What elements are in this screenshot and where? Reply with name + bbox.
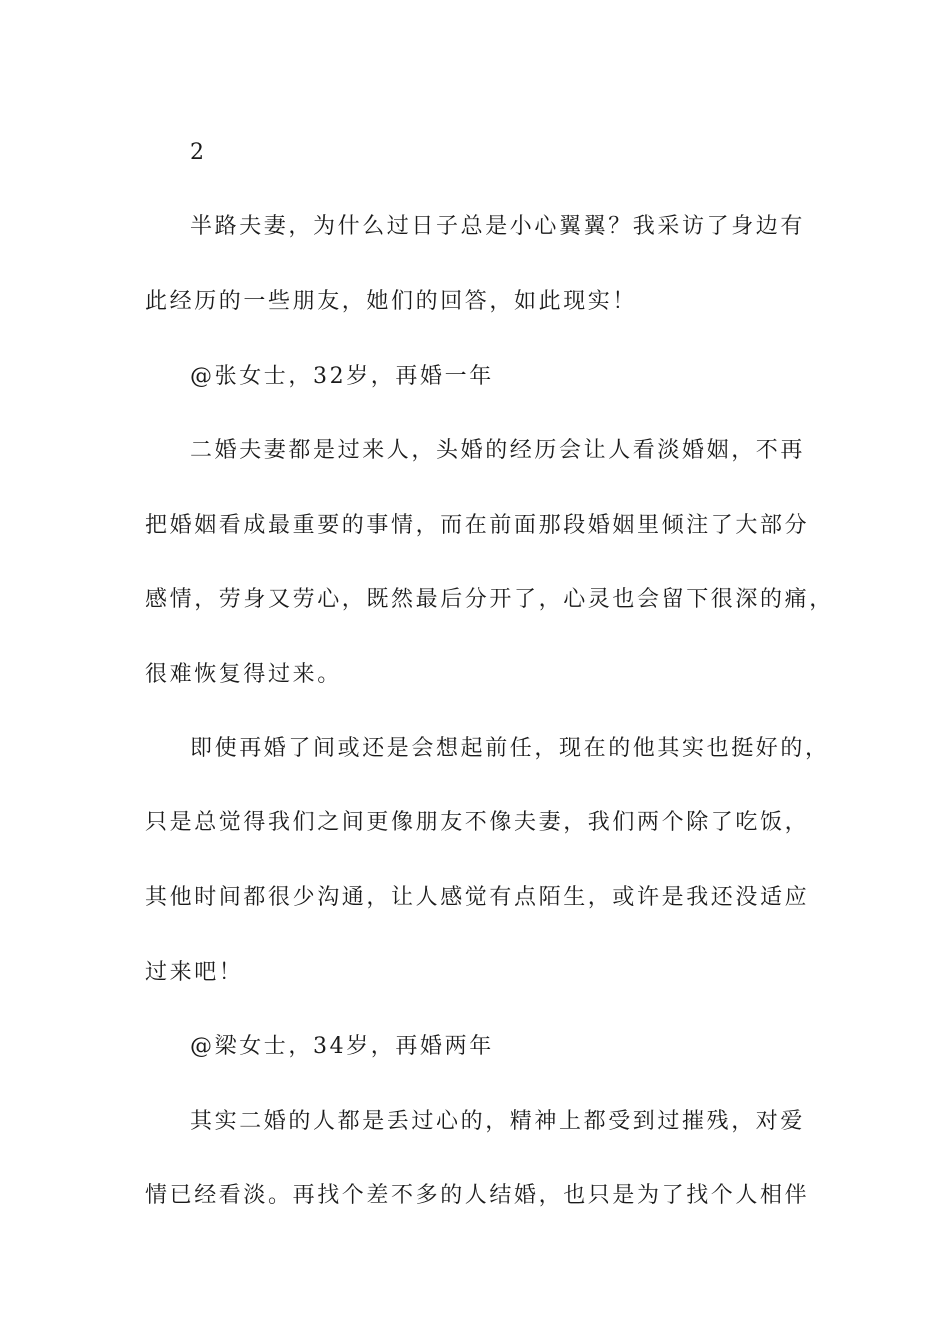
- paragraph-line: 很难恢复得过来。: [145, 662, 342, 687]
- paragraph-line: 只是总觉得我们之间更像朋友不像夫妻，我们两个除了吃饭，: [145, 810, 810, 835]
- paragraph-line: 其他时间都很少沟通，让人感觉有点陌生，或许是我还没适应: [145, 885, 810, 910]
- paragraph-line: 情已经看淡。再找个差不多的人结婚，也只是为了找个人相伴: [145, 1183, 810, 1208]
- paragraph-line: 过来吧！: [145, 960, 244, 985]
- paragraph-line: @张女士，32岁，再婚一年: [190, 364, 494, 389]
- paragraph-line: @梁女士，34岁，再婚两年: [190, 1034, 494, 1059]
- paragraph-line: 把婚姻看成最重要的事情，而在前面那段婚姻里倾注了大部分: [145, 513, 810, 538]
- paragraph-line: 二婚夫妻都是过来人，头婚的经历会让人看淡婚姻，不再: [190, 438, 806, 463]
- paragraph-line: 感情，劳身又劳心，既然最后分开了，心灵也会留下很深的痛，: [145, 587, 834, 612]
- paragraph-line: 即使再婚了间或还是会想起前任，现在的他其实也挺好的，: [190, 736, 830, 761]
- page-number: 2: [190, 140, 204, 165]
- paragraph-line: 此经历的一些朋友，她们的回答，如此现实！: [145, 289, 638, 314]
- paragraph-line: 其实二婚的人都是丢过心的，精神上都受到过摧残，对爱: [190, 1109, 806, 1134]
- paragraph-line: 半路夫妻，为什么过日子总是小心翼翼？我采访了身边有: [190, 214, 806, 239]
